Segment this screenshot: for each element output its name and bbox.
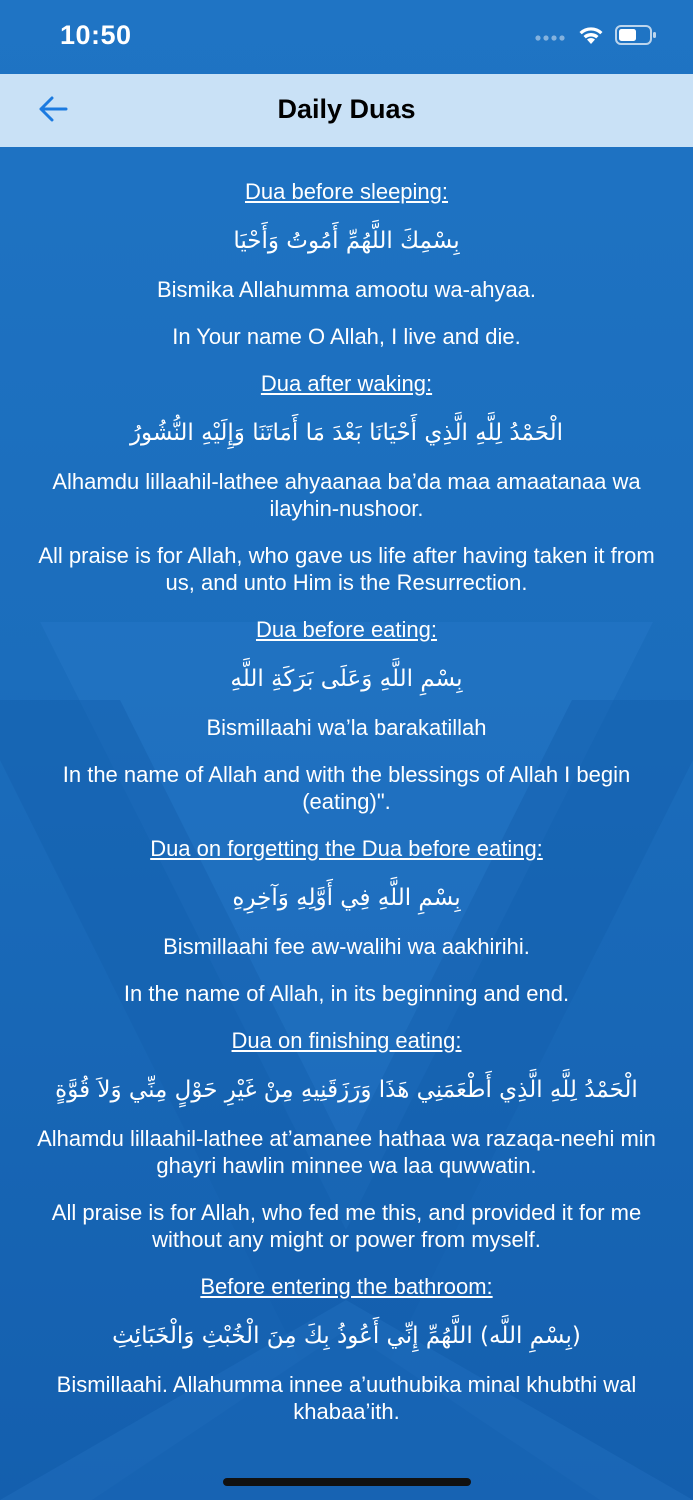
dua-translation: In Your name O Allah, I live and die. <box>172 324 521 349</box>
dua-translation: In the name of Allah and with the blessings of Allah I begin (eating)". <box>62 762 631 814</box>
wifi-icon <box>577 24 605 51</box>
dua-transliteration: Bismillaahi wa’la barakatillah <box>206 715 487 740</box>
dua-arabic-text: الْحَمْدُ لِلَّهِ الَّذِي أَطْعَمَنِي هَذَا وَرَزَقَنِيهِ مِنْ غَيْرِ حَوْلٍ مِنِّي وَلاَ قُوَّةٍ <box>55 1077 638 1103</box>
dua-arabic-text: بِسْمِ اللَّهِ وَعَلَى بَرَكَةِ اللَّهِ <box>230 666 463 692</box>
dua-title: Dua after waking: <box>260 371 433 396</box>
dua-item <box>0 835 693 1007</box>
dua-title: Dua on forgetting the Dua before eating: <box>150 836 543 861</box>
dua-transliteration: Bismillaahi fee aw-walihi wa aakhirihi. <box>163 934 530 959</box>
dua-arabic-text: الْحَمْدُ لِلَّهِ الَّذِي أَحْيَانَا بَعْدَ مَا أَمَاتَنَا وَإِلَيْهِ النُّشُورُ <box>129 420 564 446</box>
dua-translation: All praise is for Allah, who fed me this, and provided it for me without any might or power from myself. <box>51 1200 642 1252</box>
dua-transliteration: Alhamdu lillaahil-lathee ahyaanaa ba’da maa amaatanaa wa ilayhin-nushoor. <box>52 469 641 521</box>
dua-item <box>0 1027 693 1253</box>
dua-transliteration: Alhamdu lillaahil-lathee at’amanee hathaa wa razaqa-neehi min ghayri hawlin minnee wa laa quwwatin. <box>37 1126 656 1178</box>
page-title: Daily Duas <box>277 94 416 124</box>
dua-title: Dua before sleeping: <box>244 179 449 204</box>
battery-icon <box>615 24 657 51</box>
status-bar <box>0 0 693 74</box>
status-time: 10:50 <box>60 20 132 50</box>
dua-title: Dua before eating: <box>255 617 438 642</box>
navigation-bar <box>0 74 693 147</box>
dua-translation: All praise is for Allah, who gave us life after having taken it from us, and unto Him is the Resurrection. <box>38 543 655 595</box>
dua-item <box>0 1273 693 1425</box>
dua-item <box>0 178 693 350</box>
dua-list <box>0 178 693 1425</box>
dua-title: Before entering the bathroom: <box>200 1274 493 1299</box>
dua-arabic-text: (بِسْمِ اللَّه) اللَّهُمِّ إِنِّي أَعُوذُ بِكَ مِنَ الْخُبْثِ وَالْخَبَائِثِ <box>112 1323 581 1349</box>
home-indicator[interactable] <box>223 1478 471 1486</box>
status-icons <box>535 24 657 51</box>
dua-transliteration: Bismika Allahumma amootu wa-ahyaa. <box>156 277 537 302</box>
dua-title: Dua on finishing eating: <box>231 1028 462 1053</box>
dua-transliteration: Bismillaahi. Allahumma innee a’uuthubika minal khubthi wal khabaa’ith. <box>56 1372 637 1424</box>
dua-item <box>0 616 693 815</box>
dua-arabic-text: بِسْمِكَ اللَّهُمِّ أَمُوتُ وَأَحْيَا <box>233 228 460 254</box>
dua-item <box>0 370 693 596</box>
dua-translation: In the name of Allah, in its beginning and end. <box>123 981 570 1006</box>
dua-arabic-text: بِسْمِ اللَّهِ فِي أَوَّلِهِ وَآخِرِهِ <box>232 885 461 911</box>
signal-dots-icon <box>535 29 567 47</box>
